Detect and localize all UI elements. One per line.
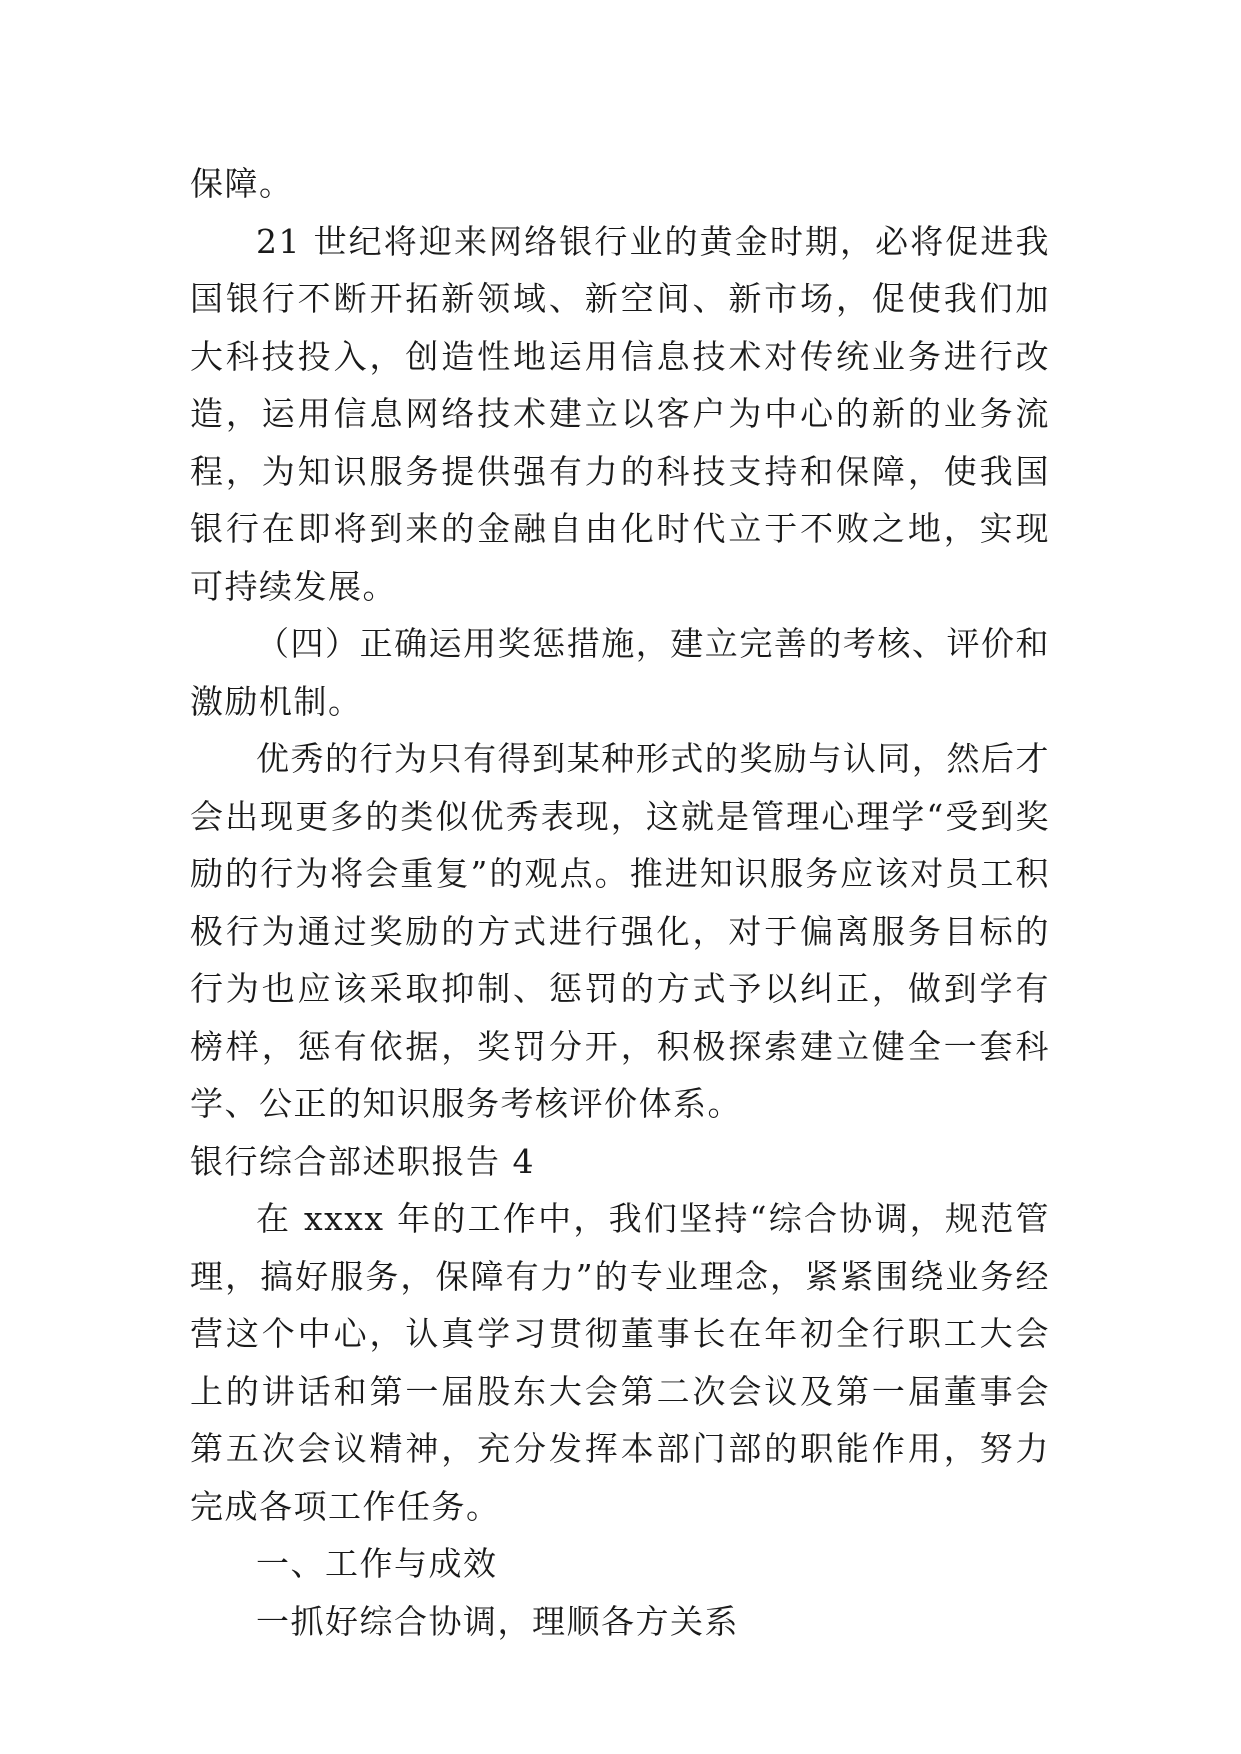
paragraph-incentives: 优秀的行为只有得到某种形式的奖励与认同，然后才会出现更多的类似优秀表现，这就是管理心理学“受到奖励的行为将会重复”的观点。推进知识服务应该对员工积极行为通过奖励的方式进行强化，对于偏离服务目标的行为也应该采取抑制、惩罚的方式予以纠正，做到学有榜样，惩有依据，奖罚分开，积极探索建立健全一套科学、公正的知识服务考核评价体系。 xyxy=(190,739,1050,1123)
section-heading-work: 一、工作与成效 xyxy=(256,1544,498,1583)
subsection-heading-coordination: 一抓好综合协调，理顺各方关系 xyxy=(256,1601,739,1641)
paragraph-continuation: 保障。 xyxy=(190,164,294,203)
report-title: 银行综合部述职报告 4 xyxy=(190,1141,535,1181)
document-body xyxy=(190,155,1050,1650)
paragraph-intro: 在 xxxx 年的工作中，我们坚持“综合协调，规范管理，搞好服务，保障有力”的专业理念，紧紧围绕业务经营这个中心，认真学习贯彻董事长在年初全行职工大会上的讲话和第一届股东大会第二次会议及第一届董事会第五次会议精神，充分发挥本部门部的职能作用，努力完成各项工作任务。 xyxy=(190,1199,1050,1526)
paragraph-online-banking: 21 世纪将迎来网络银行业的黄金时期，必将促进我国银行不断开拓新领域、新空间、新市场，促使我们加大科技投入，创造性地运用信息技术对传统业务进行改造，运用信息网络技术建立以客户为中心的新的业务流程，为知识服务提供强有力的科技支持和保障，使我国银行在即将到来的金融自由化时代立于不败之地，实现可持续发展。 xyxy=(190,221,1050,606)
section-heading-four: （四）正确运用奖惩措施，建立完善的考核、评价和激励机制。 xyxy=(190,624,1050,721)
